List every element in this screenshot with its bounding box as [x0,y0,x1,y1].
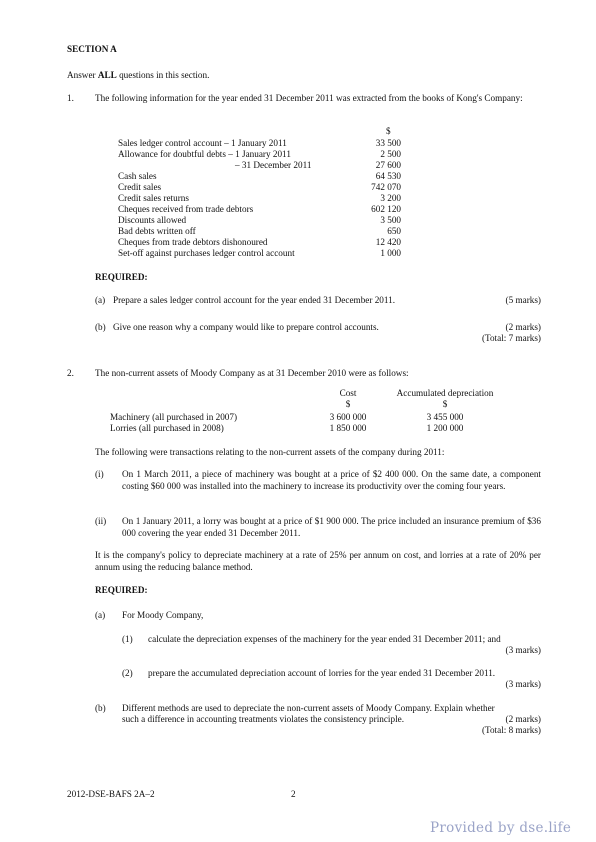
q2-intro: The non-current assets of Moody Company as at 31 December 2010 were as follows: [95,368,409,378]
q1-part-marks: (5 marks) [505,295,541,305]
footer-exam-code: 2012-DSE-BAFS 2A–2 [67,789,155,799]
q2-part-b-line2: such a difference in accounting treatments violates the consistency principle. [122,714,404,724]
q2-total-marks: (Total: 8 marks) [481,725,541,735]
q1-item-label: Cheques received from trade debtors [118,204,254,214]
q2-subpart-text: prepare the accumulated depreciation account of lorries for the year ended 31 December 2011. [148,668,496,678]
q2-row-label: Lorries (all purchased in 2008) [110,423,224,433]
section-instruction [67,70,209,82]
q2-transactions-intro: The following were transactions relating to the non-current assets of the company during 2011: [95,447,445,457]
q2-part-b-marks: (2 marks) [505,714,541,724]
q1-part-text: Prepare a sales ledger control account for the year ended 31 December 2011. [113,295,396,305]
q2-transaction-label: (i) [95,469,104,479]
q1-item-value: 3 200 [380,193,401,203]
q1-item-value: 650 [387,226,401,236]
q2-part-b-label: (b) [95,703,106,713]
q2-transaction-text: On 1 March 2011, a piece of machinery was bought at a price of $2 400 000. On the same date, a component costing $60 000 was installed into the machinery to increase its productivity over the coming four years. [122,469,541,491]
q2-row-cost: 1 850 000 [329,423,367,433]
q2-transaction-text: On 1 January 2011, a lorry was bought at a price of $1 900 000. The price included an insurance premium of $36 000 covering the year ended 31 December 2011. [122,516,541,538]
q1-required: REQUIRED: [95,272,148,282]
q1-item-value: 64 530 [375,171,401,181]
q1-part-text: Give one reason why a company would like to prepare control accounts. [113,322,379,332]
q2-transaction-label: (ii) [95,516,107,526]
q1-part-label: (a) [95,295,106,305]
instruction-suffix: questions in this section. [116,70,210,80]
q1-item-label: Allowance for doubtful debts – 1 January 2011 [118,149,291,159]
q1-item-value: 2 500 [380,149,401,159]
q1-item-value: 602 120 [371,204,401,214]
q1-item-label: Set-off against purchases ledger control account [118,248,295,258]
q1-intro: The following information for the year ended 31 December 2011 was extracted from the books of Kong's Company: [95,93,523,103]
instruction-bold: ALL [97,70,117,80]
q1-total-marks: (Total: 7 marks) [481,333,541,343]
q1-item-value: 27 600 [375,160,401,170]
q2-currency-dep: $ [442,399,448,409]
q2-part-a-label: (a) [95,610,106,620]
instruction-prefix: Answer [67,70,98,80]
q1-item-label: Sales ledger control account – 1 January 2011 [118,138,287,148]
watermark-text: Provided by dse.life [430,820,572,836]
q2-row-cost: 3 600 000 [329,412,367,422]
q2-part-b-line1: Different methods are used to depreciate the non-current assets of Moody Company. Explain whether [122,703,495,713]
q2-row-dep: 1 200 000 [426,423,464,433]
q2-number: 2. [67,368,74,378]
q2-col-cost: Cost [339,388,357,398]
q2-subpart-label: (2) [122,668,133,678]
q2-subpart-label: (1) [122,634,133,644]
q1-item-value: 3 500 [380,215,401,225]
q1-item-label: Cash sales [118,171,157,181]
q1-item-value: 742 070 [371,182,401,192]
q1-item-label: Credit sales [118,182,162,192]
q2-row-dep: 3 455 000 [426,412,464,422]
q2-row-label: Machinery (all purchased in 2007) [110,412,238,422]
q1-item-value: 12 420 [375,237,401,247]
q1-item-label: Discounts allowed [118,215,187,225]
q1-item-label: Bad debts written off [118,226,196,236]
q1-item-label: Cheques from trade debtors dishonoured [118,237,268,247]
q1-item-value: 1 000 [380,248,401,258]
q1-item-label: Credit sales returns [118,193,189,203]
q2-subpart-marks: (3 marks) [505,645,541,655]
q1-item-value: 33 500 [375,138,401,148]
q1-part-marks: (2 marks) [505,322,541,332]
q1-currency-header: $ [386,126,391,136]
q2-subpart-marks: (3 marks) [505,679,541,689]
q2-required: REQUIRED: [95,585,148,595]
q1-part-label: (b) [95,322,106,332]
q2-subpart-text: calculate the depreciation expenses of the machinery for the year ended 31 December 2011; and [148,634,501,644]
q2-part-a-text: For Moody Company, [122,610,204,620]
q1-number: 1. [67,93,74,103]
q2-col-depreciation: Accumulated depreciation [396,388,494,398]
q1-item-label: – 31 December 2011 [235,160,312,170]
footer-page-number: 2 [291,789,296,799]
section-title: SECTION A [67,44,117,54]
q2-currency-cost: $ [345,399,351,409]
q2-policy: It is the company's policy to depreciate machinery at a rate of 25% per annum on cost, and lorries at a rate of 20% per annum using the reducing balance method. [95,550,541,572]
